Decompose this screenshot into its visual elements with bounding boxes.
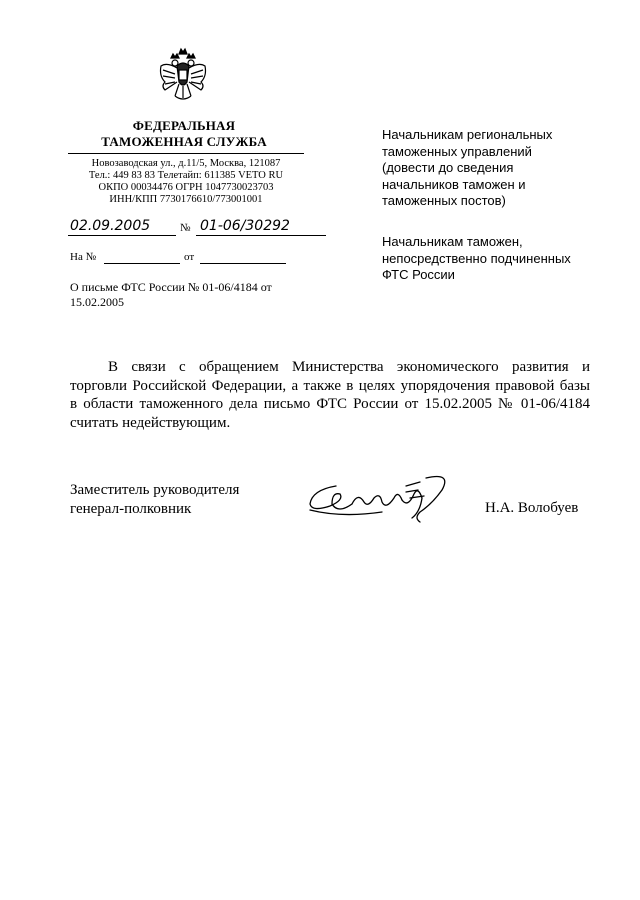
addressee-block-2 <box>382 234 571 284</box>
handwritten-signature-icon <box>302 468 462 528</box>
addressee-1-line-1: Начальникам региональных <box>382 127 553 142</box>
requisites-line-1: Новозаводская ул., д.11/5, Москва, 121087 <box>91 158 281 169</box>
body-line-4: считать недействующим. <box>70 414 231 431</box>
requisites-line-4: ИНН/КПП 7730176610/773001001 <box>109 194 263 205</box>
ref-label: На № <box>70 251 97 263</box>
document-number: 01-06/30292 <box>200 218 290 234</box>
date-underline <box>68 235 176 236</box>
ref-from-label: от <box>184 251 195 263</box>
subject <box>70 280 272 310</box>
addressee-1-line-2: таможенных управлений <box>382 143 532 159</box>
requisites-line-3: ОКПО 00034476 ОГРН 1047730023703 <box>98 182 274 193</box>
letter-body <box>70 358 590 432</box>
ref-number-underline <box>104 263 180 264</box>
position-line-1: Заместитель руководителя <box>70 482 240 498</box>
position-line-2: генерал-полковник <box>70 500 192 517</box>
body-line-3: в области таможенного дела письмо ФТС России от 15.02.2005 № 01-06/4184 <box>70 396 590 412</box>
body-line-1: В связи с обращением Министерства экономического развития и <box>108 359 590 375</box>
addressee-1-line-5: таможенных постов) <box>382 193 506 208</box>
subject-line-2: 15.02.2005 <box>70 295 124 309</box>
signatory-name: Н.А. Волобуев <box>485 500 579 516</box>
document-date: 02.09.2005 <box>70 218 151 234</box>
org-name-line1: ФЕДЕРАЛЬНАЯ <box>132 118 236 133</box>
coat-of-arms-emblem-icon <box>157 46 209 104</box>
signatory-position <box>70 481 239 518</box>
requisites-line-2: Тел.: 449 83 83 Телетайп: 611385 VETO RU <box>88 170 284 181</box>
addressee-2-line-1: Начальникам таможен, <box>382 234 523 249</box>
org-name-line2: ТАМОЖЕННАЯ СЛУЖБА <box>101 134 267 149</box>
subject-line-1: О письме ФТС России № 01-06/4184 от <box>70 280 272 294</box>
number-underline <box>196 235 326 236</box>
body-line-2: торговли Российской Федерации, а также в целях упорядочения правовой базы <box>70 377 590 394</box>
addressee-2-line-3: ФТС России <box>382 267 455 282</box>
addressee-block-1 <box>382 127 552 210</box>
addressee-1-line-3: (довести до сведения <box>382 160 514 175</box>
divider-rule <box>68 153 304 154</box>
number-sign: № <box>180 222 191 234</box>
ref-date-underline <box>200 263 286 264</box>
addressee-1-line-4: начальников таможен и <box>382 176 526 192</box>
addressee-2-line-2: непосредственно подчиненных <box>382 250 571 266</box>
